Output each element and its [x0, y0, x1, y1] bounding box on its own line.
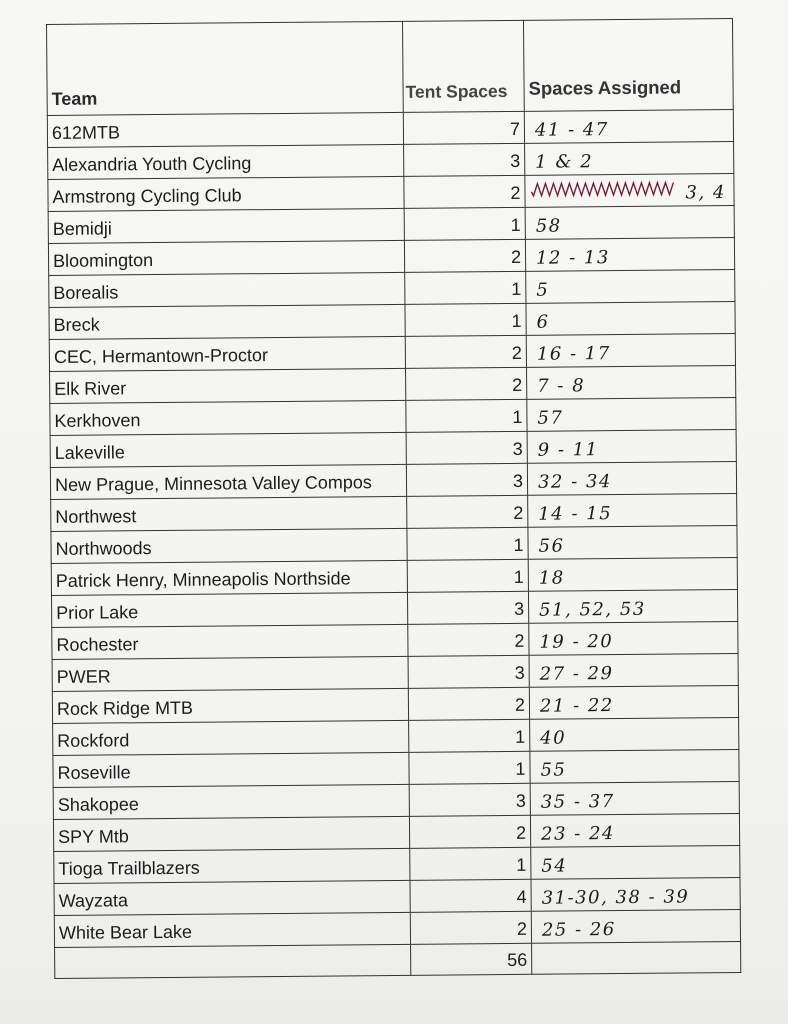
team-cell: PWER	[52, 656, 408, 691]
team-cell: Kerkhoven	[50, 400, 406, 435]
spaces-assigned-cell	[530, 813, 739, 847]
team-cell: SPY Mtb	[53, 816, 409, 851]
spaces-assigned-cell	[529, 685, 738, 719]
tent-spaces-cell: 1	[409, 751, 530, 784]
handwritten-assignment: 57	[537, 407, 564, 429]
spaces-assigned-cell	[526, 301, 735, 335]
spaces-assigned-cell	[528, 493, 737, 527]
total-label-cell	[55, 944, 411, 978]
total-row	[55, 941, 741, 978]
team-cell: Lakeville	[50, 432, 406, 467]
team-cell: New Prague, Minnesota Valley Compos	[50, 464, 406, 499]
tent-spaces-cell: 3	[408, 655, 529, 688]
team-cell: Bemidji	[48, 208, 404, 243]
tent-spaces-cell: 2	[409, 815, 530, 848]
tent-spaces-cell: 1	[406, 399, 527, 432]
tent-assignment-sheet	[46, 18, 740, 974]
handwritten-assignment: 56	[538, 535, 565, 557]
spaces-assigned-cell	[530, 781, 739, 815]
spaces-assigned-cell	[527, 397, 736, 431]
spaces-assigned-cell	[525, 238, 734, 272]
tent-spaces-cell: 2	[405, 335, 526, 368]
team-cell: Patrick Henry, Minneapolis Northside	[51, 560, 407, 595]
tent-spaces-cell: 1	[407, 559, 528, 592]
spaces-assigned-cell	[529, 621, 738, 655]
handwritten-assignment: 3, 4	[685, 182, 726, 204]
spaces-assigned-cell	[528, 557, 737, 591]
column-header-spaces-assigned: Spaces Assigned	[523, 19, 733, 112]
handwritten-assignment: 54	[541, 855, 568, 877]
team-cell: Elk River	[50, 368, 406, 403]
handwritten-assignment: 55	[540, 759, 567, 781]
team-cell: Shakopee	[53, 784, 409, 819]
spaces-assigned-cell	[525, 206, 734, 240]
handwritten-assignment: 19 - 20	[539, 631, 614, 653]
handwritten-assignment: 31-30, 38 - 39	[541, 886, 690, 909]
tent-spaces-cell: 4	[410, 879, 531, 912]
team-cell: Bloomington	[48, 240, 404, 275]
spaces-assigned-cell	[527, 429, 736, 463]
tent-spaces-cell: 7	[403, 111, 524, 144]
team-cell: White Bear Lake	[54, 912, 410, 947]
team-cell: Rock Ridge MTB	[52, 688, 408, 723]
team-cell: 612MTB	[47, 112, 403, 147]
tent-spaces-cell: 1	[409, 719, 530, 752]
handwritten-assignment: 35 - 37	[540, 791, 615, 813]
team-cell: Tioga Trailblazers	[54, 848, 410, 883]
tent-spaces-cell: 2	[407, 495, 528, 528]
table-row	[54, 909, 740, 947]
team-cell: CEC, Hermantown-Proctor	[49, 336, 405, 371]
handwritten-assignment: 40	[540, 727, 567, 749]
tent-spaces-cell: 3	[406, 431, 527, 464]
header-row	[47, 19, 734, 116]
handwritten-assignment: 12 - 13	[535, 247, 610, 269]
spaces-assigned-cell	[527, 461, 736, 495]
spaces-assigned-cell	[529, 653, 738, 687]
spaces-assigned-cell	[530, 717, 739, 751]
tent-spaces-cell: 2	[404, 239, 525, 272]
tent-spaces-cell: 1	[410, 847, 531, 880]
team-cell: Roseville	[53, 752, 409, 787]
tent-spaces-cell: 1	[405, 303, 526, 336]
spaces-assigned-cell	[526, 269, 735, 303]
team-cell: Northwoods	[51, 528, 407, 563]
handwritten-assignment: 32 - 34	[537, 471, 612, 493]
column-header-team: Team	[47, 21, 404, 115]
spaces-assigned-cell	[525, 142, 734, 176]
spaces-assigned-cell	[528, 589, 737, 623]
handwritten-assignment: 23 - 24	[540, 823, 616, 845]
tent-spaces-cell: 3	[404, 143, 525, 176]
tent-spaces-cell: 2	[408, 623, 529, 656]
handwritten-assignment: 14 - 15	[538, 503, 613, 525]
spaces-assigned-cell	[527, 365, 736, 399]
handwritten-assignment: 51, 52, 53	[539, 598, 646, 621]
team-cell: Rochester	[52, 624, 408, 659]
team-cell: Borealis	[49, 272, 405, 307]
tent-spaces-cell: 1	[407, 527, 528, 560]
handwritten-assignment: 6	[536, 311, 550, 333]
spaces-assigned-cell	[524, 110, 733, 144]
handwritten-assignment: 7 - 8	[537, 375, 586, 397]
total-assigned-cell	[532, 941, 741, 974]
handwritten-assignment: 16 - 17	[536, 343, 611, 365]
handwritten-assignment: 1 & 2	[535, 151, 594, 173]
handwritten-assignment: 25 - 26	[541, 919, 616, 941]
handwritten-assignment: 9 - 11	[537, 439, 599, 461]
tent-spaces-cell: 2	[404, 175, 525, 208]
team-cell: Northwest	[51, 496, 407, 531]
handwritten-assignment: 18	[538, 567, 565, 589]
tent-spaces-cell: 3	[409, 783, 530, 816]
tent-assignment-table	[46, 18, 741, 979]
spaces-assigned-cell	[530, 749, 739, 783]
spaces-assigned-cell	[531, 909, 740, 943]
column-header-tent-spaces: Tent Spaces	[402, 20, 524, 112]
team-cell: Wayzata	[54, 880, 410, 915]
spaces-assigned-cell	[531, 845, 740, 879]
tent-spaces-cell: 3	[407, 591, 528, 624]
spaces-assigned-cell	[525, 174, 734, 208]
tent-spaces-cell: 3	[406, 463, 527, 496]
spaces-assigned-cell	[526, 333, 735, 367]
tent-spaces-cell: 1	[404, 207, 525, 240]
spaces-assigned-cell	[531, 877, 740, 911]
handwritten-assignment: 41 - 47	[534, 119, 609, 141]
crossed-out-scribble	[529, 178, 679, 199]
handwritten-assignment: 21 - 22	[539, 695, 614, 717]
tent-spaces-cell: 2	[406, 367, 527, 400]
team-cell: Alexandria Youth Cycling	[48, 144, 404, 179]
tent-spaces-cell: 1	[405, 271, 526, 304]
tent-spaces-cell: 2	[410, 911, 531, 944]
total-tent-spaces: 56	[411, 943, 532, 975]
team-cell: Prior Lake	[51, 592, 407, 627]
team-cell: Breck	[49, 304, 405, 339]
tent-spaces-cell: 2	[408, 687, 529, 720]
team-cell: Armstrong Cycling Club	[48, 176, 404, 211]
spaces-assigned-cell	[528, 525, 737, 559]
handwritten-assignment: 58	[535, 215, 562, 237]
handwritten-assignment: 27 - 29	[539, 663, 614, 685]
team-cell: Rockford	[53, 720, 409, 755]
handwritten-assignment: 5	[536, 279, 550, 301]
